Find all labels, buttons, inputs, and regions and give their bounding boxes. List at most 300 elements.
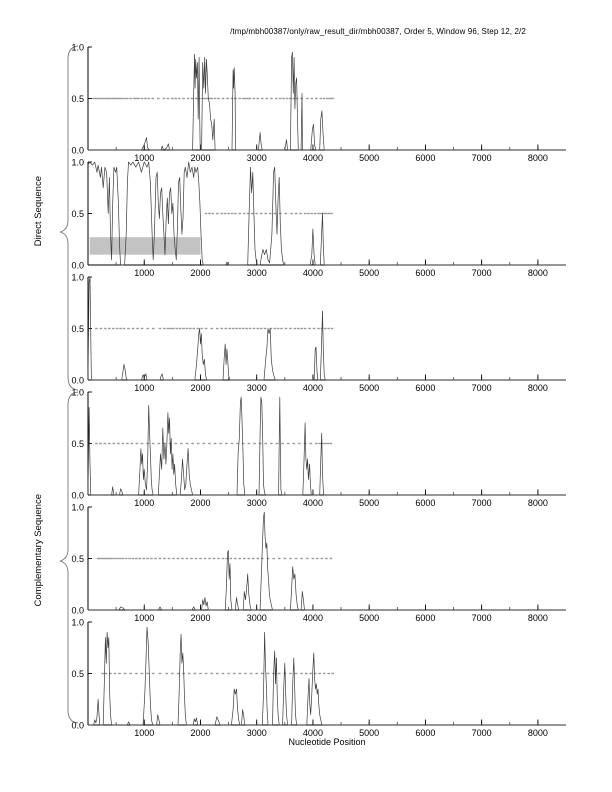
threshold-mark [127, 328, 130, 329]
x-tick-label: 8000 [527, 613, 548, 623]
y-tick-label: 1.0 [71, 502, 84, 513]
threshold-mark [221, 328, 224, 329]
threshold-mark [199, 558, 202, 559]
threshold-mark [227, 673, 230, 674]
threshold-mark [122, 443, 125, 444]
threshold-mark [116, 98, 119, 99]
series-line [88, 397, 566, 495]
threshold-mark [325, 213, 328, 214]
y-tick-label: 1.0 [71, 272, 84, 283]
highlight-band [90, 237, 201, 255]
x-tick-label: 7000 [471, 613, 492, 623]
threshold-mark [123, 98, 126, 99]
threshold-mark [244, 673, 247, 674]
y-tick-label: 1.0 [71, 387, 84, 398]
x-tick-label: 3000 [246, 613, 267, 623]
threshold-mark [245, 328, 248, 329]
x-tick-label: 5000 [359, 383, 380, 393]
threshold-mark [306, 558, 309, 559]
y-tick-label: 1.0 [71, 157, 84, 168]
threshold-mark [234, 213, 237, 214]
threshold-mark [95, 443, 98, 444]
threshold-mark [230, 558, 233, 559]
threshold-mark [194, 673, 197, 674]
threshold-mark [208, 558, 211, 559]
threshold-mark [269, 213, 272, 214]
threshold-mark [290, 213, 293, 214]
threshold-mark [327, 328, 330, 329]
threshold-mark [315, 98, 318, 99]
threshold-mark [171, 98, 174, 99]
threshold-mark [264, 443, 267, 444]
threshold-mark [266, 98, 269, 99]
threshold-mark [306, 98, 309, 99]
y-tick-label: 0.5 [71, 554, 84, 564]
threshold-mark [246, 98, 249, 99]
x-tick-label: 4000 [302, 383, 323, 393]
threshold-mark [270, 443, 273, 444]
threshold-mark [119, 328, 122, 329]
threshold-mark [97, 98, 100, 99]
threshold-mark [176, 328, 179, 329]
threshold-mark [222, 673, 225, 674]
x-tick-label: 6000 [415, 153, 436, 163]
x-tick-label: 3000 [246, 728, 267, 738]
threshold-mark [204, 558, 207, 559]
threshold-mark [146, 443, 149, 444]
x-tick-label: 1000 [134, 383, 155, 393]
x-tick-label: 8000 [527, 383, 548, 393]
threshold-mark [228, 328, 231, 329]
threshold-mark [289, 328, 292, 329]
x-tick-label: 3000 [246, 498, 267, 508]
threshold-mark [136, 328, 139, 329]
threshold-mark [171, 673, 174, 674]
threshold-mark [177, 558, 180, 559]
y-tick-label: 0.0 [71, 375, 84, 386]
threshold-mark [92, 98, 95, 99]
threshold-mark [177, 673, 180, 674]
threshold-mark [100, 328, 103, 329]
threshold-mark [248, 443, 251, 444]
threshold-mark [141, 98, 144, 99]
threshold-mark [216, 328, 219, 329]
threshold-mark [210, 673, 213, 674]
threshold-mark [116, 328, 119, 329]
threshold-mark [331, 328, 334, 329]
threshold-mark [300, 328, 303, 329]
threshold-mark [325, 558, 328, 559]
threshold-mark [188, 673, 191, 674]
x-tick-label: 3000 [246, 383, 267, 393]
x-tick-label: 2000 [190, 728, 211, 738]
threshold-mark [277, 328, 280, 329]
threshold-mark [186, 558, 189, 559]
threshold-mark [327, 673, 330, 674]
threshold-mark [250, 673, 253, 674]
x-tick-label: 4000 [302, 153, 323, 163]
threshold-mark [117, 443, 120, 444]
threshold-mark [287, 443, 290, 444]
threshold-mark [118, 673, 121, 674]
threshold-mark [163, 98, 166, 99]
threshold-mark [217, 98, 220, 99]
threshold-mark [281, 443, 284, 444]
threshold-mark [113, 443, 116, 444]
threshold-mark [279, 98, 282, 99]
threshold-mark [146, 328, 149, 329]
threshold-mark [195, 98, 198, 99]
threshold-mark [141, 328, 144, 329]
threshold-mark [239, 98, 242, 99]
threshold-mark [157, 98, 160, 99]
threshold-mark [249, 328, 252, 329]
threshold-mark [239, 558, 242, 559]
x-tick-label: 4000 [302, 498, 323, 508]
threshold-mark [181, 558, 184, 559]
threshold-mark [309, 673, 312, 674]
y-tick-label: 1.0 [71, 617, 84, 628]
threshold-mark [253, 443, 256, 444]
x-tick-label: 2000 [190, 498, 211, 508]
threshold-mark [260, 328, 263, 329]
threshold-mark [192, 328, 195, 329]
threshold-mark [225, 328, 228, 329]
threshold-mark [180, 443, 183, 444]
threshold-mark [239, 328, 242, 329]
threshold-mark [172, 558, 175, 559]
threshold-mark [151, 98, 154, 99]
x-tick-label: 1000 [134, 498, 155, 508]
y-tick-label: 0.5 [71, 439, 84, 449]
y-tick-label: 0.5 [71, 324, 84, 334]
threshold-mark [142, 558, 145, 559]
threshold-mark [284, 558, 287, 559]
threshold-mark [152, 673, 155, 674]
x-tick-label: 7000 [471, 153, 492, 163]
threshold-mark [152, 443, 155, 444]
threshold-mark [126, 443, 129, 444]
threshold-mark [226, 98, 229, 99]
threshold-mark [150, 558, 153, 559]
threshold-mark [167, 328, 170, 329]
threshold-mark [248, 558, 251, 559]
x-tick-label: 7000 [471, 498, 492, 508]
threshold-mark [114, 673, 117, 674]
threshold-mark [214, 443, 217, 444]
y-tick-label: 0.0 [71, 260, 84, 271]
threshold-mark [147, 98, 150, 99]
threshold-mark [137, 98, 140, 99]
threshold-mark [260, 213, 263, 214]
y-tick-label: 1.0 [71, 42, 84, 53]
threshold-mark [264, 328, 267, 329]
threshold-mark [270, 98, 273, 99]
threshold-mark [305, 673, 308, 674]
threshold-mark [159, 558, 162, 559]
threshold-mark [233, 673, 236, 674]
threshold-mark [298, 443, 301, 444]
panel-direct-3 [60, 272, 572, 394]
x-tick-label: 8000 [527, 268, 548, 278]
x-tick-label: 7000 [471, 383, 492, 393]
threshold-mark [106, 558, 109, 559]
x-tick-label: 6000 [415, 383, 436, 393]
threshold-mark [249, 98, 252, 99]
threshold-mark [101, 673, 104, 674]
threshold-mark [205, 673, 208, 674]
threshold-mark [253, 98, 256, 99]
threshold-mark [208, 213, 211, 214]
threshold-mark [208, 443, 211, 444]
threshold-mark [190, 558, 193, 559]
threshold-mark [120, 98, 123, 99]
threshold-mark [318, 443, 321, 444]
threshold-mark [138, 558, 141, 559]
threshold-mark [313, 328, 316, 329]
threshold-mark [101, 98, 104, 99]
x-tick-label: 2000 [190, 153, 211, 163]
threshold-mark [146, 558, 149, 559]
threshold-mark [141, 673, 144, 674]
threshold-mark [239, 213, 242, 214]
threshold-mark [141, 443, 144, 444]
threshold-mark [216, 673, 219, 674]
threshold-mark [272, 558, 275, 559]
threshold-mark [217, 558, 220, 559]
threshold-mark [144, 98, 147, 99]
panel-direct-1 [60, 42, 572, 164]
threshold-mark [295, 213, 298, 214]
threshold-mark [174, 98, 177, 99]
threshold-mark [159, 328, 162, 329]
threshold-mark [317, 213, 320, 214]
threshold-mark [273, 328, 276, 329]
threshold-mark [167, 98, 170, 99]
threshold-mark [201, 98, 204, 99]
threshold-mark [129, 673, 132, 674]
threshold-mark [318, 673, 321, 674]
x-tick-label: 5000 [359, 268, 380, 278]
x-tick-label: 5000 [359, 728, 380, 738]
y-tick-label: 0.5 [71, 94, 84, 104]
threshold-mark [222, 558, 225, 559]
threshold-mark [327, 213, 330, 214]
threshold-mark [239, 673, 242, 674]
threshold-mark [213, 558, 216, 559]
threshold-mark [235, 328, 238, 329]
x-tick-label: 6000 [415, 498, 436, 508]
threshold-mark [99, 443, 102, 444]
threshold-mark [116, 558, 119, 559]
threshold-mark [178, 98, 181, 99]
threshold-mark [205, 328, 208, 329]
threshold-mark [285, 328, 288, 329]
series-line [88, 52, 566, 150]
threshold-mark [187, 98, 190, 99]
threshold-mark [199, 673, 202, 674]
threshold-mark [203, 443, 206, 444]
threshold-mark [273, 213, 276, 214]
x-tick-label: 8000 [527, 153, 548, 163]
threshold-mark [253, 328, 256, 329]
threshold-mark [308, 328, 311, 329]
threshold-mark [104, 328, 107, 329]
x-tick-label: 5000 [359, 153, 380, 163]
threshold-mark [125, 558, 128, 559]
threshold-mark [294, 328, 297, 329]
threshold-mark [261, 673, 264, 674]
threshold-mark [132, 558, 135, 559]
threshold-mark [168, 558, 171, 559]
x-tick-label: 5000 [359, 613, 380, 623]
threshold-mark [196, 328, 199, 329]
threshold-mark [317, 328, 320, 329]
x-tick-label: 6000 [415, 613, 436, 623]
threshold-mark [323, 673, 326, 674]
threshold-mark [231, 213, 234, 214]
threshold-mark [227, 213, 230, 214]
threshold-mark [163, 558, 166, 559]
x-tick-label: 4000 [302, 728, 323, 738]
threshold-mark [255, 673, 258, 674]
threshold-mark [191, 98, 194, 99]
threshold-mark [242, 328, 245, 329]
threshold-mark [275, 98, 278, 99]
panel-complementary-1 [60, 387, 572, 509]
threshold-mark [224, 213, 227, 214]
threshold-mark [112, 328, 115, 329]
threshold-mark [331, 98, 334, 99]
threshold-mark [304, 213, 307, 214]
threshold-mark [179, 328, 182, 329]
threshold-mark [191, 443, 194, 444]
threshold-mark [113, 558, 116, 559]
threshold-mark [136, 443, 139, 444]
threshold-mark [95, 328, 98, 329]
x-tick-label: 5000 [359, 498, 380, 508]
threshold-mark [289, 673, 292, 674]
threshold-mark [243, 213, 246, 214]
direct-sequence-group-label: Direct Sequence [33, 176, 44, 247]
threshold-mark [105, 673, 108, 674]
threshold-mark [295, 558, 298, 559]
x-tick-label: 3000 [246, 153, 267, 163]
threshold-mark [122, 558, 125, 559]
threshold-mark [131, 443, 134, 444]
y-tick-label: 0.0 [71, 720, 84, 731]
threshold-mark [323, 98, 326, 99]
threshold-mark [165, 673, 168, 674]
threshold-mark [299, 213, 302, 214]
threshold-mark [231, 443, 234, 444]
y-tick-label: 0.5 [71, 669, 84, 679]
threshold-mark [197, 443, 200, 444]
threshold-mark [158, 443, 161, 444]
threshold-mark [285, 213, 288, 214]
series-line [88, 627, 566, 725]
y-tick-label: 0.5 [71, 209, 84, 219]
threshold-mark [242, 443, 245, 444]
x-tick-label: 1000 [134, 613, 155, 623]
threshold-mark [108, 443, 111, 444]
x-tick-label: 8000 [527, 728, 548, 738]
threshold-mark [182, 98, 185, 99]
threshold-mark [135, 558, 138, 559]
threshold-mark [226, 558, 229, 559]
threshold-mark [119, 558, 122, 559]
threshold-mark [321, 558, 324, 559]
threshold-mark [255, 213, 258, 214]
threshold-mark [286, 98, 289, 99]
threshold-mark [189, 328, 192, 329]
threshold-mark [330, 213, 333, 214]
threshold-mark [251, 213, 254, 214]
threshold-mark [282, 98, 285, 99]
threshold-mark [261, 98, 264, 99]
threshold-mark [172, 328, 175, 329]
threshold-mark [110, 558, 113, 559]
y-tick-label: 0.0 [71, 605, 84, 616]
threshold-mark [324, 328, 327, 329]
threshold-mark [106, 98, 109, 99]
panel-complementary-2 [60, 502, 572, 624]
threshold-mark [295, 673, 298, 674]
threshold-mark [205, 213, 208, 214]
threshold-mark [257, 558, 260, 559]
threshold-mark [212, 213, 215, 214]
x-tick-label: 7000 [471, 728, 492, 738]
threshold-mark [232, 328, 235, 329]
threshold-mark [312, 558, 315, 559]
threshold-mark [221, 213, 224, 214]
threshold-mark [146, 673, 149, 674]
threshold-mark [159, 673, 162, 674]
threshold-mark [278, 673, 281, 674]
threshold-mark [163, 328, 166, 329]
threshold-mark [132, 328, 135, 329]
threshold-mark [123, 328, 126, 329]
threshold-mark [257, 328, 260, 329]
threshold-mark [311, 98, 314, 99]
threshold-mark [264, 213, 267, 214]
threshold-mark [97, 558, 100, 559]
threshold-mark [327, 443, 330, 444]
x-tick-label: 7000 [471, 268, 492, 278]
y-tick-label: 0.0 [71, 490, 84, 501]
threshold-mark [326, 98, 329, 99]
threshold-mark [315, 443, 318, 444]
threshold-mark [210, 328, 213, 329]
threshold-mark [331, 673, 334, 674]
x-tick-label: 2000 [190, 268, 211, 278]
threshold-mark [169, 328, 172, 329]
threshold-mark [186, 328, 189, 329]
x-tick-label: 4000 [302, 268, 323, 278]
x-tick-label: 8000 [527, 498, 548, 508]
threshold-mark [280, 328, 283, 329]
x-tick-label: 4000 [302, 613, 323, 623]
panel-direct-2 [60, 157, 572, 279]
x-tick-label: 1000 [134, 268, 155, 278]
threshold-mark [214, 98, 217, 99]
threshold-mark [314, 213, 317, 214]
threshold-mark [129, 98, 132, 99]
panel-complementary-3 [60, 617, 572, 739]
x-tick-label: 1000 [134, 153, 155, 163]
x-tick-label: 2000 [190, 613, 211, 623]
threshold-mark [252, 558, 255, 559]
